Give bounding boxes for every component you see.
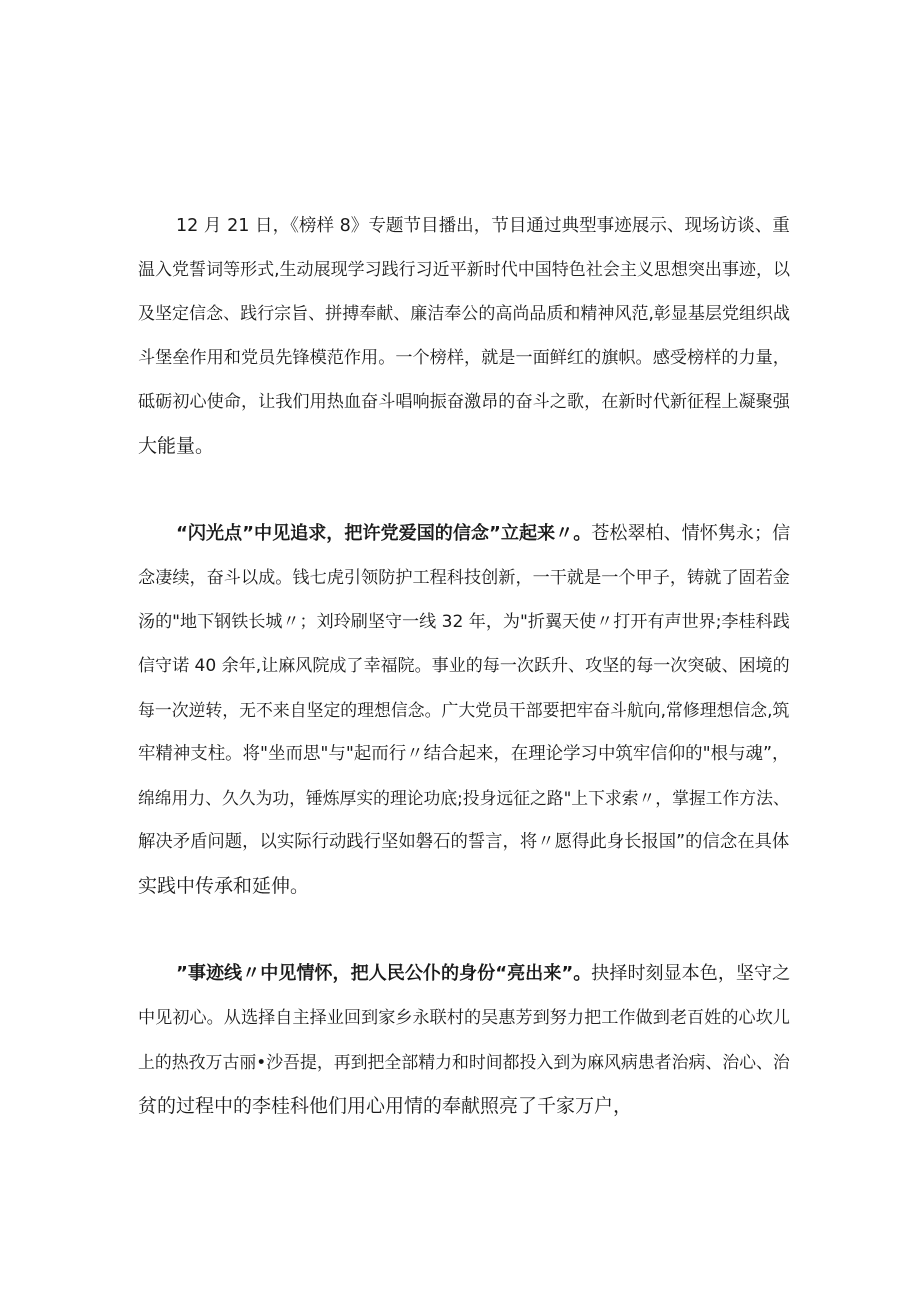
paragraph-2-line-1 <box>176 522 790 546</box>
paragraph-2-line-6: 牢精神支柱。将"坐而思"与"起而行〃结合起来，在理论学习中筑牢信仰的"根与魂”， <box>138 744 790 764</box>
paragraph-1-line-4: 斗堡垒作用和党员先锋模范作用。一个榜样，就是一面鲜红的旗帜。感受榜样的力量， <box>138 348 790 368</box>
paragraph-2-first-line-rest: 苍松翠柏、情怀隽永；信 <box>591 523 791 544</box>
paragraph-2-line-8: 解决矛盾问题，以实际行动践行坚如磐石的誓言，将〃愿得此身长报国”的信念在具体 <box>138 832 790 852</box>
paragraph-1-line-3: 及坚定信念、践行宗旨、拼搏奉献、廉洁奉公的高尚品质和精神风范,彰显基层党组织战 <box>138 304 791 324</box>
paragraph-3-line-2: 中见初心。从选择自主择业回到家乡永联村的吴惠芳到努力把工作做到老百姓的心坎儿 <box>138 1008 790 1028</box>
paragraph-2-line-4: 信守诺 40 余年,让麻风院成了幸福院。事业的每一次跃升、攻坚的每一次突破、困境的 <box>138 656 790 676</box>
paragraph-2-line-3: 汤的"地下钢铁长城〃；刘玲刷坚守一线 32 年，为"折翼天使〃打开有声世界;李桂科践 <box>138 612 790 632</box>
paragraph-3-first-line-rest: 抉择时刻显本色，坚守之 <box>591 963 791 984</box>
paragraph-1-line-1: 12 月 21 日，《榜样 8》专题节目播出，节目通过典型事迹展示、现场访谈、重 <box>176 216 790 236</box>
paragraph-1-line-6: 大能量。 <box>138 435 215 457</box>
paragraph-2-heading: “闪光点”中见追求，把许党爱国的信念”立起来〃。 <box>176 523 592 544</box>
paragraph-3-line-1 <box>176 962 790 986</box>
paragraph-2-line-9: 实践中传承和延伸。 <box>138 875 310 897</box>
paragraph-1-line-2: 温入党誓词等形式,生动展现学习践行习近平新时代中国特色社会主义思想突出事迹，以 <box>138 260 791 280</box>
paragraph-3-line-3: 上的热孜万古丽•沙吾提，再到把全部精力和时间都投入到为麻风病患者治病、治心、治 <box>138 1052 790 1072</box>
paragraph-1-line-5: 砥砺初心使命，让我们用热血奋斗唱响振奋激昂的奋斗之歌，在新时代新征程上凝聚强 <box>138 392 790 412</box>
paragraph-2-line-7: 绵绵用力、久久为功，锤炼厚实的理论功底;投身远征之路"上下求索〃，掌握工作方法、 <box>138 788 790 808</box>
paragraph-3-heading: ”事迹线〃中见情怀，把人民公仆的身份“亮出来”。 <box>176 963 592 984</box>
paragraph-3-line-4: 贫的过程中的李桂科他们用心用情的奉献照亮了千家万户， <box>138 1095 633 1117</box>
paragraph-2-line-5: 每一次逆转，无不来自坚定的理想信念。广大党员干部要把牢奋斗航向,常修理想信念,筑 <box>138 700 790 720</box>
paragraph-2-line-2: 念凄续，奋斗以成。钱七虎引领防护工程科技创新，一干就是一个甲子，铸就了固若金 <box>138 568 790 588</box>
